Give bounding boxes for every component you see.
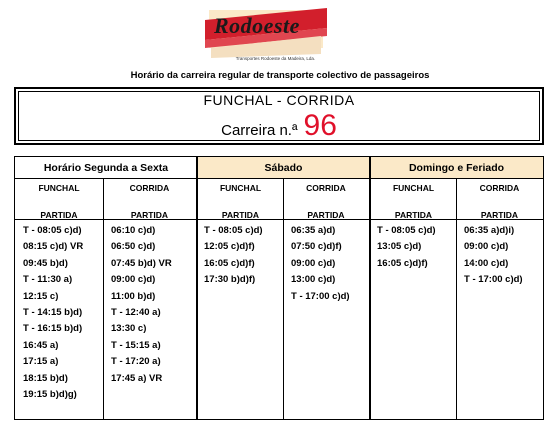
column-header: [198, 179, 283, 219]
departure-time: 06:10 c)d): [111, 225, 156, 236]
departure-time: T - 16:15 b)d): [23, 323, 83, 335]
departure-time: T - 14:15 b)d): [23, 307, 83, 319]
departure-time: 12:05 c)d)f): [204, 241, 255, 253]
logo-subtitle: Transportes Rodoeste da Madeira, Lda.: [235, 56, 316, 61]
departure-time: T - 12:40 a): [111, 307, 161, 319]
origin-label: CORRIDA: [479, 183, 520, 193]
departure-time: 17:30 b)d)f): [204, 274, 256, 286]
departure-time: 18:15 b)d): [23, 372, 68, 384]
document-title: Horário da carreira regular de transporte colectivo de passageiros: [130, 70, 430, 81]
departure-time: 16:05 c)d)f): [377, 257, 428, 269]
column-header: [283, 179, 369, 219]
departure-label: PARTIDA: [307, 210, 345, 220]
departure-time: T - 08:05 c)d): [377, 225, 436, 236]
departure-time: T - 08:05 c)d): [204, 225, 263, 236]
departure-time: 09:00 c)d): [464, 241, 509, 253]
departure-time: T - 11:30 a): [23, 274, 73, 286]
column-header: [15, 179, 103, 219]
departure-time: 09:00 c)d): [111, 274, 156, 286]
column-header: [456, 179, 543, 219]
departure-time: 06:35 a)d)i): [464, 225, 515, 236]
departure-label: PARTIDA: [480, 210, 519, 220]
departure-time: 09:00 c)d): [291, 257, 336, 269]
departure-time: T - 17:00 c)d): [291, 290, 350, 302]
departure-time: 12:15 c): [23, 290, 59, 302]
group-header-sunday-holiday: Domingo e Feriado: [370, 157, 543, 179]
logo-wordmark: Rodoeste: [214, 13, 300, 38]
schedule-table: [14, 156, 544, 420]
route-name: FUNCHAL - CORRIDA: [203, 92, 355, 108]
origin-label: FUNCHAL: [219, 183, 262, 193]
origin-label: CORRIDA: [306, 183, 346, 193]
departure-time: 07:45 b)d) VR: [111, 257, 172, 269]
group-header-weekdays: Horário Segunda a Sexta: [15, 157, 197, 179]
times-list: [23, 223, 83, 403]
departure-time: 19:15 b)d)g): [23, 389, 77, 401]
column-header: [371, 179, 456, 219]
origin-label: FUNCHAL: [392, 183, 435, 193]
line-number-row: [16, 109, 542, 143]
departure-label: PARTIDA: [40, 210, 78, 220]
times-list: [204, 223, 263, 289]
departure-time: 09:45 b)d): [23, 257, 68, 269]
departure-time: 11:00 b)d): [111, 290, 156, 302]
departure-time: 13:05 c)d): [377, 241, 422, 253]
departure-label: PARTIDA: [221, 210, 260, 220]
departure-time: T - 17:20 a): [111, 356, 161, 368]
group-header-saturday: Sábado: [197, 157, 370, 179]
departure-time: 08:15 c)d) VR: [23, 241, 84, 253]
departure-time: 06:35 a)d): [291, 225, 336, 236]
departure-label: PARTIDA: [394, 210, 433, 220]
times-list: [464, 223, 523, 289]
origin-label: FUNCHAL: [38, 183, 80, 193]
departure-time: 07:50 c)d)f): [291, 241, 342, 253]
departure-time: 14:00 c)d): [464, 257, 509, 269]
line-label: Carreira n.ª: [221, 122, 298, 139]
times-list: [111, 223, 172, 387]
origin-label: CORRIDA: [129, 183, 170, 193]
departure-time: 06:50 c)d): [111, 241, 156, 253]
departure-label: PARTIDA: [130, 210, 169, 220]
times-list: [291, 223, 350, 305]
header-rule: [15, 219, 543, 220]
departure-time: T - 15:15 a): [111, 339, 161, 351]
line-number: 96: [303, 109, 337, 142]
departure-time: 16:45 a): [23, 339, 59, 351]
departure-time: 17:15 a): [23, 356, 59, 368]
departure-time: T - 17:00 c)d): [464, 274, 523, 286]
departure-time: T - 08:05 c)d): [23, 225, 82, 236]
departure-time: 16:05 c)d)f): [204, 257, 255, 269]
column-header: [103, 179, 196, 219]
departure-time: 13:00 c)d): [291, 274, 336, 286]
times-list: [377, 223, 436, 272]
departure-time: 17:45 a) VR: [111, 372, 163, 384]
departure-time: 13:30 c): [111, 323, 147, 335]
route-box: [14, 87, 544, 145]
